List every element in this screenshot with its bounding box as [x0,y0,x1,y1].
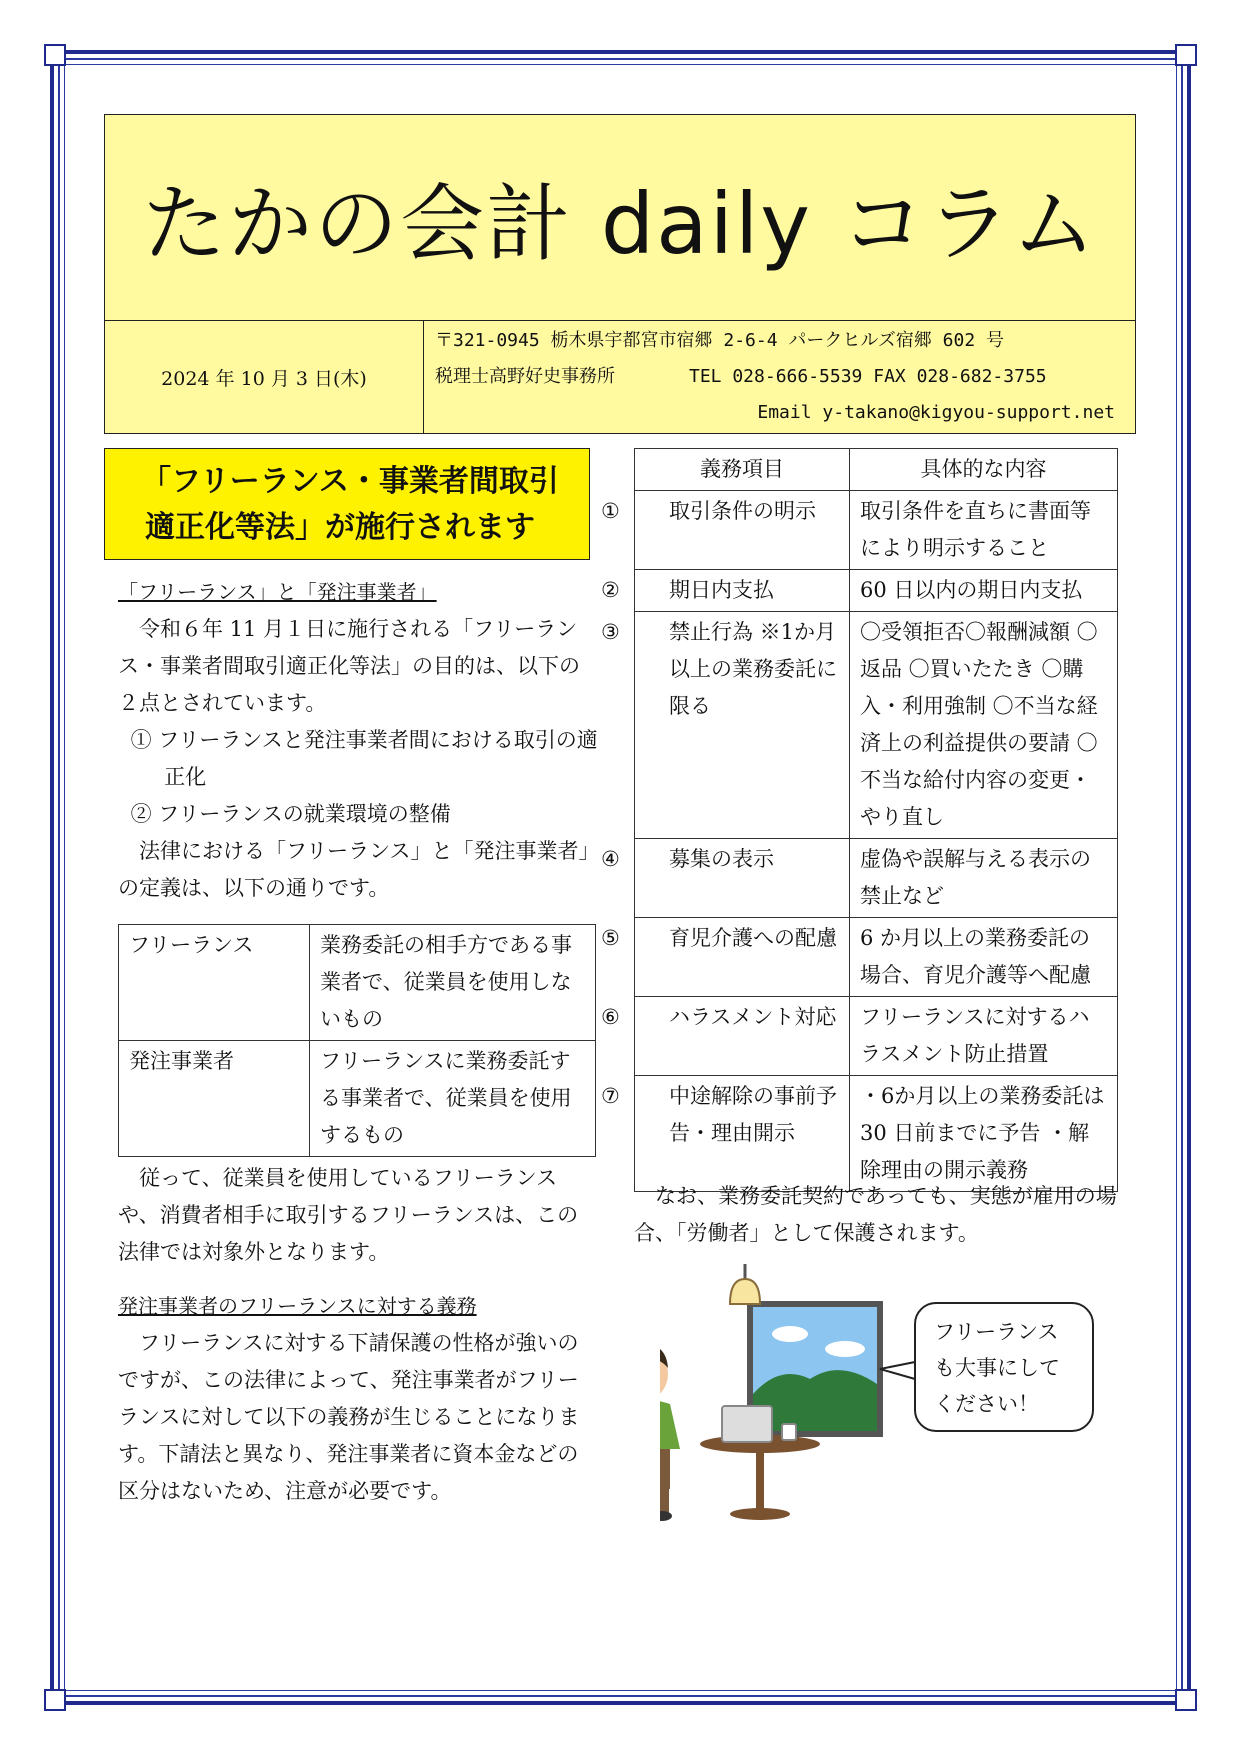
list-item: ② フリーランスの就業環境の整備 [130,802,451,826]
border-corner [1175,44,1197,66]
duty-item: ⑦ 中途解除の事前予告・理由開示 [635,1076,850,1192]
duty-item: ⑥ ハラスメント対応 [635,997,850,1076]
duty-item: ② 期日内支払 [635,570,850,612]
newsletter-title: たかの会計 daily コラム [105,115,1135,321]
section-heading: 「フリーランス」と「発注事業者」 [118,580,437,604]
table-cell-desc: 業務委託の相手方である事業者で、従業員を使用しないもの [310,925,596,1041]
paragraph: フリーランスに対する下請保護の性格が強いのですが、この法律によって、発注事業者がフリーランスに対して以下の義務が生じることになります。下請法と異なり、発注事業者に資本金などの区分はないため、注意が必要です。 [118,1331,580,1503]
headline-line: 適正化等法」が施行されます [145,510,535,545]
section-freelance-definition [118,574,598,907]
duty-content: フリーランスに対するハラスメント防止措置 [850,997,1118,1076]
duty-item: ③ 禁止行為 ※1か月以上の業務委託に限る [635,612,850,839]
border-corner [1175,1689,1197,1711]
duty-item: ① 取引条件の明示 [635,491,850,570]
table-row [635,839,1118,918]
table-header-content: 具体的な内容 [850,449,1118,491]
lamp-icon [730,1279,760,1304]
office-name: 税理士高野好史事務所 [435,366,615,387]
duty-item: ④ 募集の表示 [635,839,850,918]
table-header-row [635,449,1118,491]
table-row [119,925,596,1041]
border-corner [44,1689,66,1711]
bubble-text: も大事にして [934,1356,1060,1380]
duty-content: 取引条件を直ちに書面等により明示すること [850,491,1118,570]
section-freelance-scope [118,1160,598,1271]
cup-icon [782,1424,796,1440]
paragraph: 令和６年 11 月１日に施行される「フリーランス・事業者間取引適正化等法」の目的は、以下の２点とされています。 [118,617,580,715]
section-heading: 発注事業者のフリーランスに対する義務 [118,1294,477,1318]
table-row [635,1076,1118,1192]
bubble-text: フリーランス [934,1320,1059,1344]
table-row [635,997,1118,1076]
paragraph: 法律における「フリーランス」と「発注事業者」の定義は、以下の通りです。 [118,839,590,900]
issue-date: 2024 年 10 月 3 日(木) [105,321,424,433]
office-phone: TEL 028-666-5539 FAX 028-682-3755 [689,366,1047,387]
list-item: ① フリーランスと発注事業者間における取引の適正化 [130,728,598,789]
note-paragraph: なお、業務委託契約であっても、実態が雇用の場合、「労働者」として保護されます。 [634,1184,1117,1245]
border-corner [44,44,66,66]
table-header-item: 義務項目 [635,449,850,491]
duty-content: 〇受領拒否〇報酬減額 〇返品 〇買いたたき 〇購入・利用強制 〇不当な経済上の利益提供の要請 〇不当な給付内容の変更・やり直し [850,612,1118,839]
table-cell-term: フリーランス [119,925,310,1041]
duty-content: ・6か月以上の業務委託は 30 日前までに予告 ・解除理由の開示義務 [850,1076,1118,1192]
table-row [635,918,1118,997]
table-row [119,1041,596,1157]
speech-bubble [914,1302,1094,1432]
table-cell-term: 発注事業者 [119,1041,310,1157]
office-address: 〒321-0945 栃木県宇都宮市宿郷 2-6-4 パークヒルズ宿郷 602 号 [435,330,1005,351]
laptop-icon [722,1406,772,1442]
table-cell-desc: フリーランスに業務委託する事業者で、従業員を使用するもの [310,1041,596,1157]
duties-table [601,448,1118,1192]
table-row [635,612,1118,839]
definition-table [118,924,596,1157]
table-row [635,491,1118,570]
headline-line: 「フリーランス・事業者間取引 [141,464,559,499]
duty-content: 6 か月以上の業務委託の場合、育児介護等へ配慮 [850,918,1118,997]
bubble-text: ください！ [934,1392,1039,1416]
office-email: Email y-takano@kigyou-support.net [757,402,1115,423]
office-info [435,323,1125,431]
paragraph: 従って、従業員を使用しているフリーランスや、消費者相手に取引するフリーランスは、この法律では対象外となります。 [118,1166,579,1264]
duty-item: ⑤ 育児介護への配慮 [635,918,850,997]
section-obligations [118,1288,598,1510]
headline-box [104,448,590,560]
duty-content: 虚偽や誤解与える表示の禁止など [850,839,1118,918]
person-figure [660,1399,680,1449]
masthead [104,114,1136,434]
duty-content: 60 日以内の期日内支払 [850,570,1118,612]
table-row [635,570,1118,612]
